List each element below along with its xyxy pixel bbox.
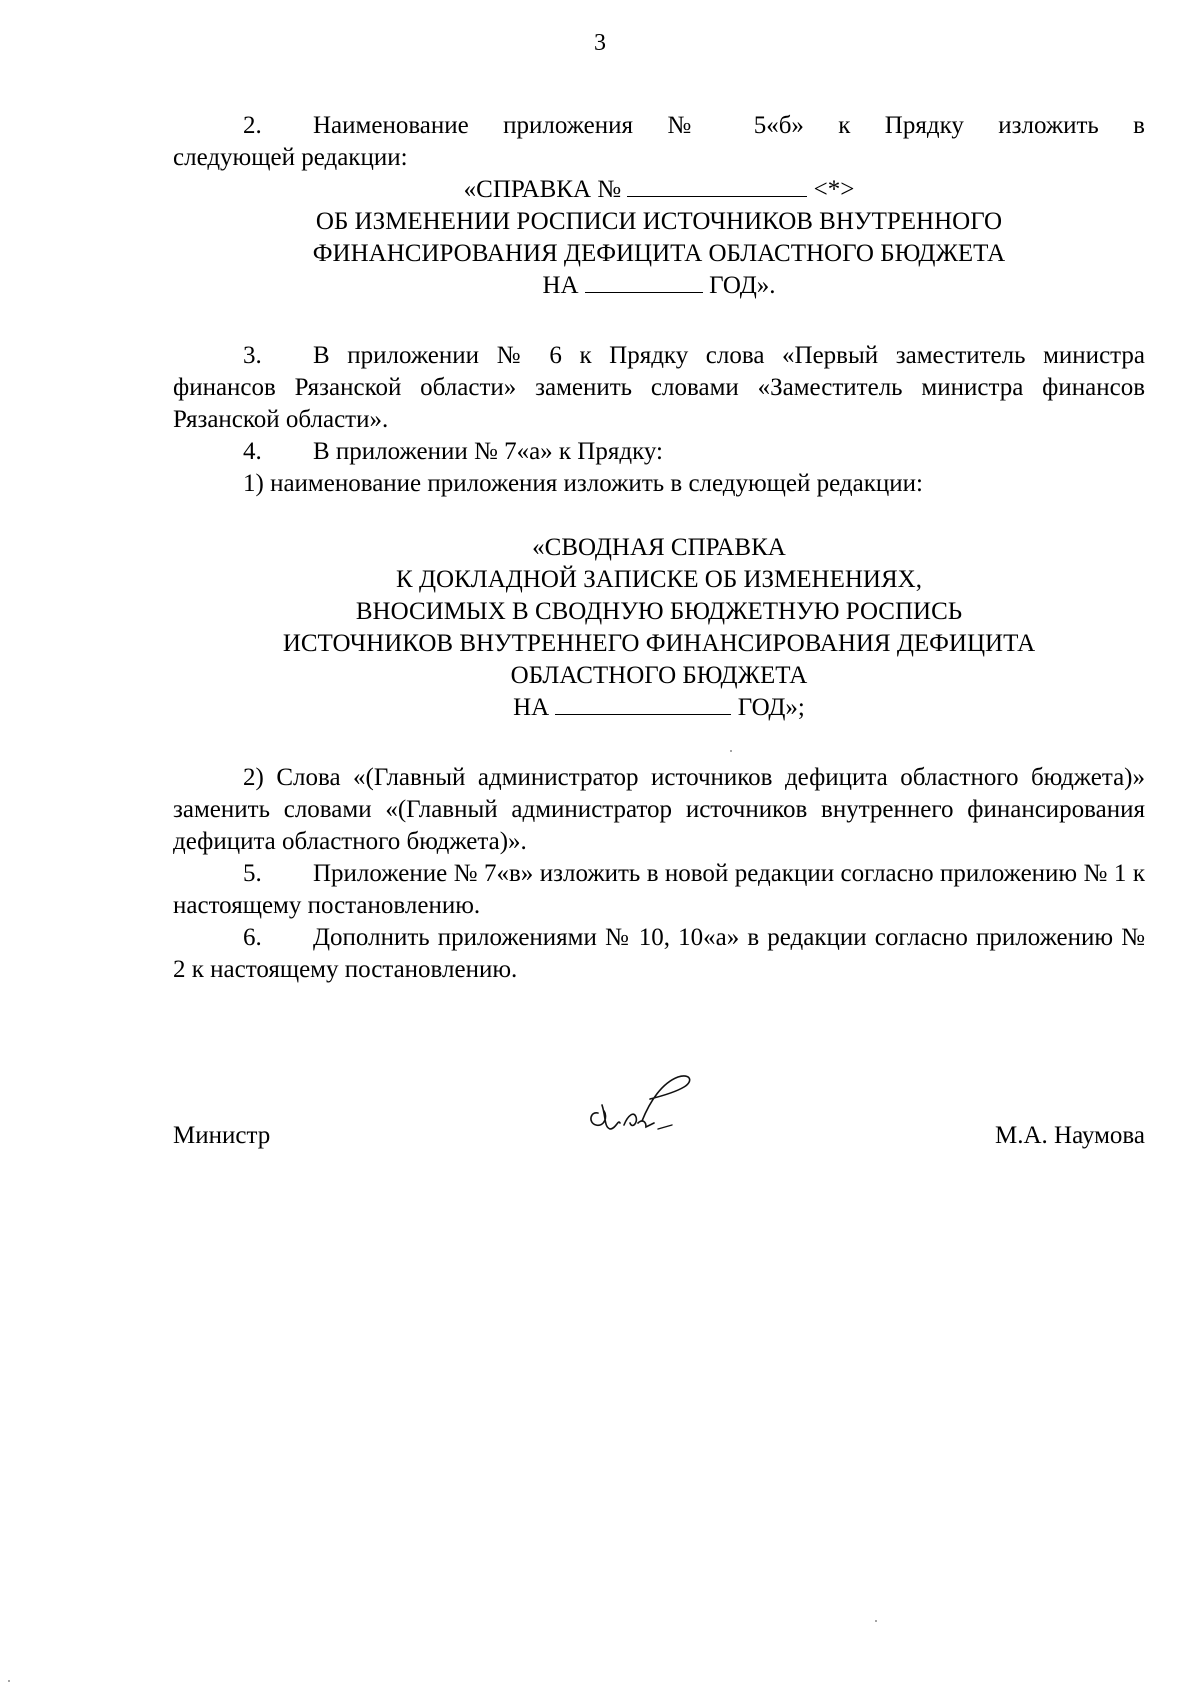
spravka-number-blank (627, 174, 807, 197)
svodnaya-title-line5: ОБЛАСТНОГО БЮДЖЕТА (510, 662, 808, 689)
year-god: ГОД». (709, 272, 776, 299)
svodnaya-year-blank (555, 692, 731, 715)
item-5-paragraph (173, 858, 1145, 922)
item-4-sub2: 2) Слова «(Главный администратор источников дефицита областного бюджета)» заменить словами «(Главный администратор источников внутреннего финансирования дефицита областного бюджета)». (173, 764, 1145, 855)
scan-speck (730, 750, 732, 752)
year-na: НА (542, 272, 579, 299)
year-blank (585, 270, 703, 293)
spravka-number-line (173, 174, 1145, 206)
signature-position: Министр (173, 1122, 271, 1149)
item-6-number: 6. (243, 924, 262, 951)
item-5-number: 5. (243, 860, 262, 887)
svodnaya-year-god: ГОД»; (737, 694, 805, 721)
item-3-paragraph (173, 340, 1145, 436)
spravka-title-line1: ОБ ИЗМЕНЕНИИ РОСПИСИ ИСТОЧНИКОВ ВНУТРЕННОГО (315, 208, 1003, 235)
item-2-line2: следующей редакции: (173, 144, 408, 171)
svodnaya-title-line4: ИСТОЧНИКОВ ВНУТРЕННЕГО ФИНАНСИРОВАНИЯ ДЕФИЦИТА (282, 630, 1036, 657)
spravka-prefix: «СПРАВКА № (463, 176, 622, 203)
item-2-line1 (173, 110, 1145, 142)
svodnaya-title-line3: ВНОСИМЫХ В СВОДНУЮ БЮДЖЕТНУЮ РОСПИСЬ (355, 598, 963, 625)
svodnaya-year-line (173, 692, 1145, 724)
item-2-text: Наименование приложения № 5«б» к Прядку изложить в (313, 112, 1145, 139)
svodnaya-title-line2: К ДОКЛАДНОЙ ЗАПИСКЕ ОБ ИЗМЕНЕНИЯХ, (396, 566, 922, 593)
signature-name: М.А. Наумова (995, 1122, 1145, 1149)
page-number: 3 (594, 30, 606, 56)
item-5-text: Приложение № 7«в» изложить в новой редакции согласно приложению № 1 к настоящему постановлению. (173, 860, 1145, 919)
item-6-paragraph (173, 922, 1145, 986)
item-3-rest: финансов Рязанской области» заменить словами «Заместитель министра финансов Рязанской области». (173, 374, 1145, 433)
svodnaya-year-na: НА (513, 694, 550, 721)
item-2-number: 2. (243, 112, 262, 139)
item-4-line (173, 436, 1145, 468)
spravka-year-line (173, 270, 1145, 302)
item-3-first-line: 3. В приложении № 6 к Прядку слова «Первый заместитель министра (173, 340, 1145, 372)
scan-speck (8, 1680, 10, 1682)
item-4-sub1: 1) наименование приложения изложить в следующей редакции: (243, 470, 923, 497)
signature-icon (580, 1065, 720, 1145)
scan-speck (875, 1620, 877, 1622)
item-4-text: В приложении № 7«а» к Прядку: (313, 438, 663, 465)
item-6-text: Дополнить приложениями № 10, 10«а» в редакции согласно приложению № 2 к настоящему постановлению. (173, 924, 1145, 983)
spravka-suffix: <*> (813, 176, 855, 203)
item-3-number: 3. (243, 342, 262, 369)
item-4-number: 4. (243, 438, 262, 465)
handwritten-signature (580, 1065, 720, 1150)
svodnaya-title-line1: «СВОДНАЯ СПРАВКА (532, 534, 786, 561)
spravka-title-line2: ФИНАНСИРОВАНИЯ ДЕФИЦИТА ОБЛАСТНОГО БЮДЖЕТА (312, 240, 1006, 267)
